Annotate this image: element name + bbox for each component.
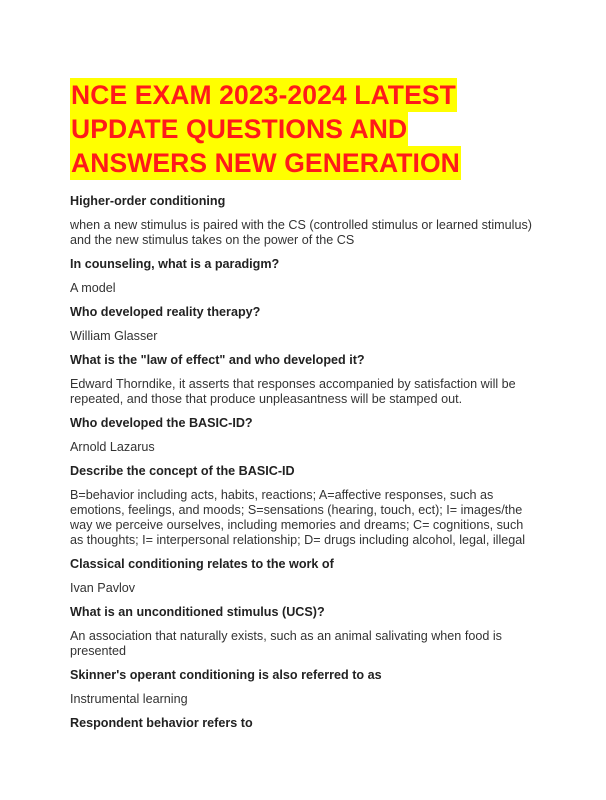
question-text: Describe the concept of the BASIC-ID bbox=[70, 464, 295, 478]
document-page bbox=[70, 78, 540, 740]
question-text: Who developed the BASIC-ID? bbox=[70, 416, 253, 430]
answer-text: Instrumental learning bbox=[70, 692, 188, 706]
qa-item bbox=[70, 716, 540, 731]
answer-text: Arnold Lazarus bbox=[70, 440, 155, 454]
qa-item bbox=[70, 257, 540, 296]
document-title bbox=[70, 78, 540, 180]
answer-text: A model bbox=[70, 281, 116, 295]
qa-item bbox=[70, 416, 540, 455]
qa-item bbox=[70, 305, 540, 344]
question-text: What is an unconditioned stimulus (UCS)? bbox=[70, 605, 325, 619]
question-text: What is the "law of effect" and who developed it? bbox=[70, 353, 365, 367]
answer-text: Edward Thorndike, it asserts that responses accompanied by satisfaction will be repeated, and those that produce unpleasantness will be stamped out. bbox=[70, 377, 516, 406]
question-text: Classical conditioning relates to the work of bbox=[70, 557, 334, 571]
question-text: Skinner's operant conditioning is also referred to as bbox=[70, 668, 382, 682]
question-text: Who developed reality therapy? bbox=[70, 305, 261, 319]
question-text: Respondent behavior refers to bbox=[70, 716, 253, 730]
qa-item bbox=[70, 194, 540, 248]
title-line-3: ANSWERS NEW GENERATION bbox=[71, 148, 460, 178]
question-text: In counseling, what is a paradigm? bbox=[70, 257, 280, 271]
title-line-1: NCE EXAM 2023-2024 LATEST bbox=[71, 80, 456, 110]
qa-item bbox=[70, 353, 540, 407]
answer-text: when a new stimulus is paired with the CS (controlled stimulus or learned stimulus) and the new stimulus takes on the power of the CS bbox=[70, 218, 532, 247]
answer-text: Ivan Pavlov bbox=[70, 581, 136, 595]
answer-text: An association that naturally exists, such as an animal salivating when food is presented bbox=[70, 629, 502, 658]
answer-text: William Glasser bbox=[70, 329, 158, 343]
answer-text: B=behavior including acts, habits, reactions; A=affective responses, such as emotions, feelings, and moods; S=sensations (hearing, touch, ect); I= images/the way we perceive ourselves, including memories and dreams; C= cognitions, such as thoughts; I= interpersonal relationship; D= drugs including alcohol, legal, illegal bbox=[70, 488, 526, 547]
qa-item bbox=[70, 605, 540, 659]
title-line-2: UPDATE QUESTIONS AND bbox=[71, 114, 408, 144]
qa-item bbox=[70, 557, 540, 596]
qa-item bbox=[70, 464, 540, 548]
question-text: Higher-order conditioning bbox=[70, 194, 226, 208]
qa-item bbox=[70, 668, 540, 707]
